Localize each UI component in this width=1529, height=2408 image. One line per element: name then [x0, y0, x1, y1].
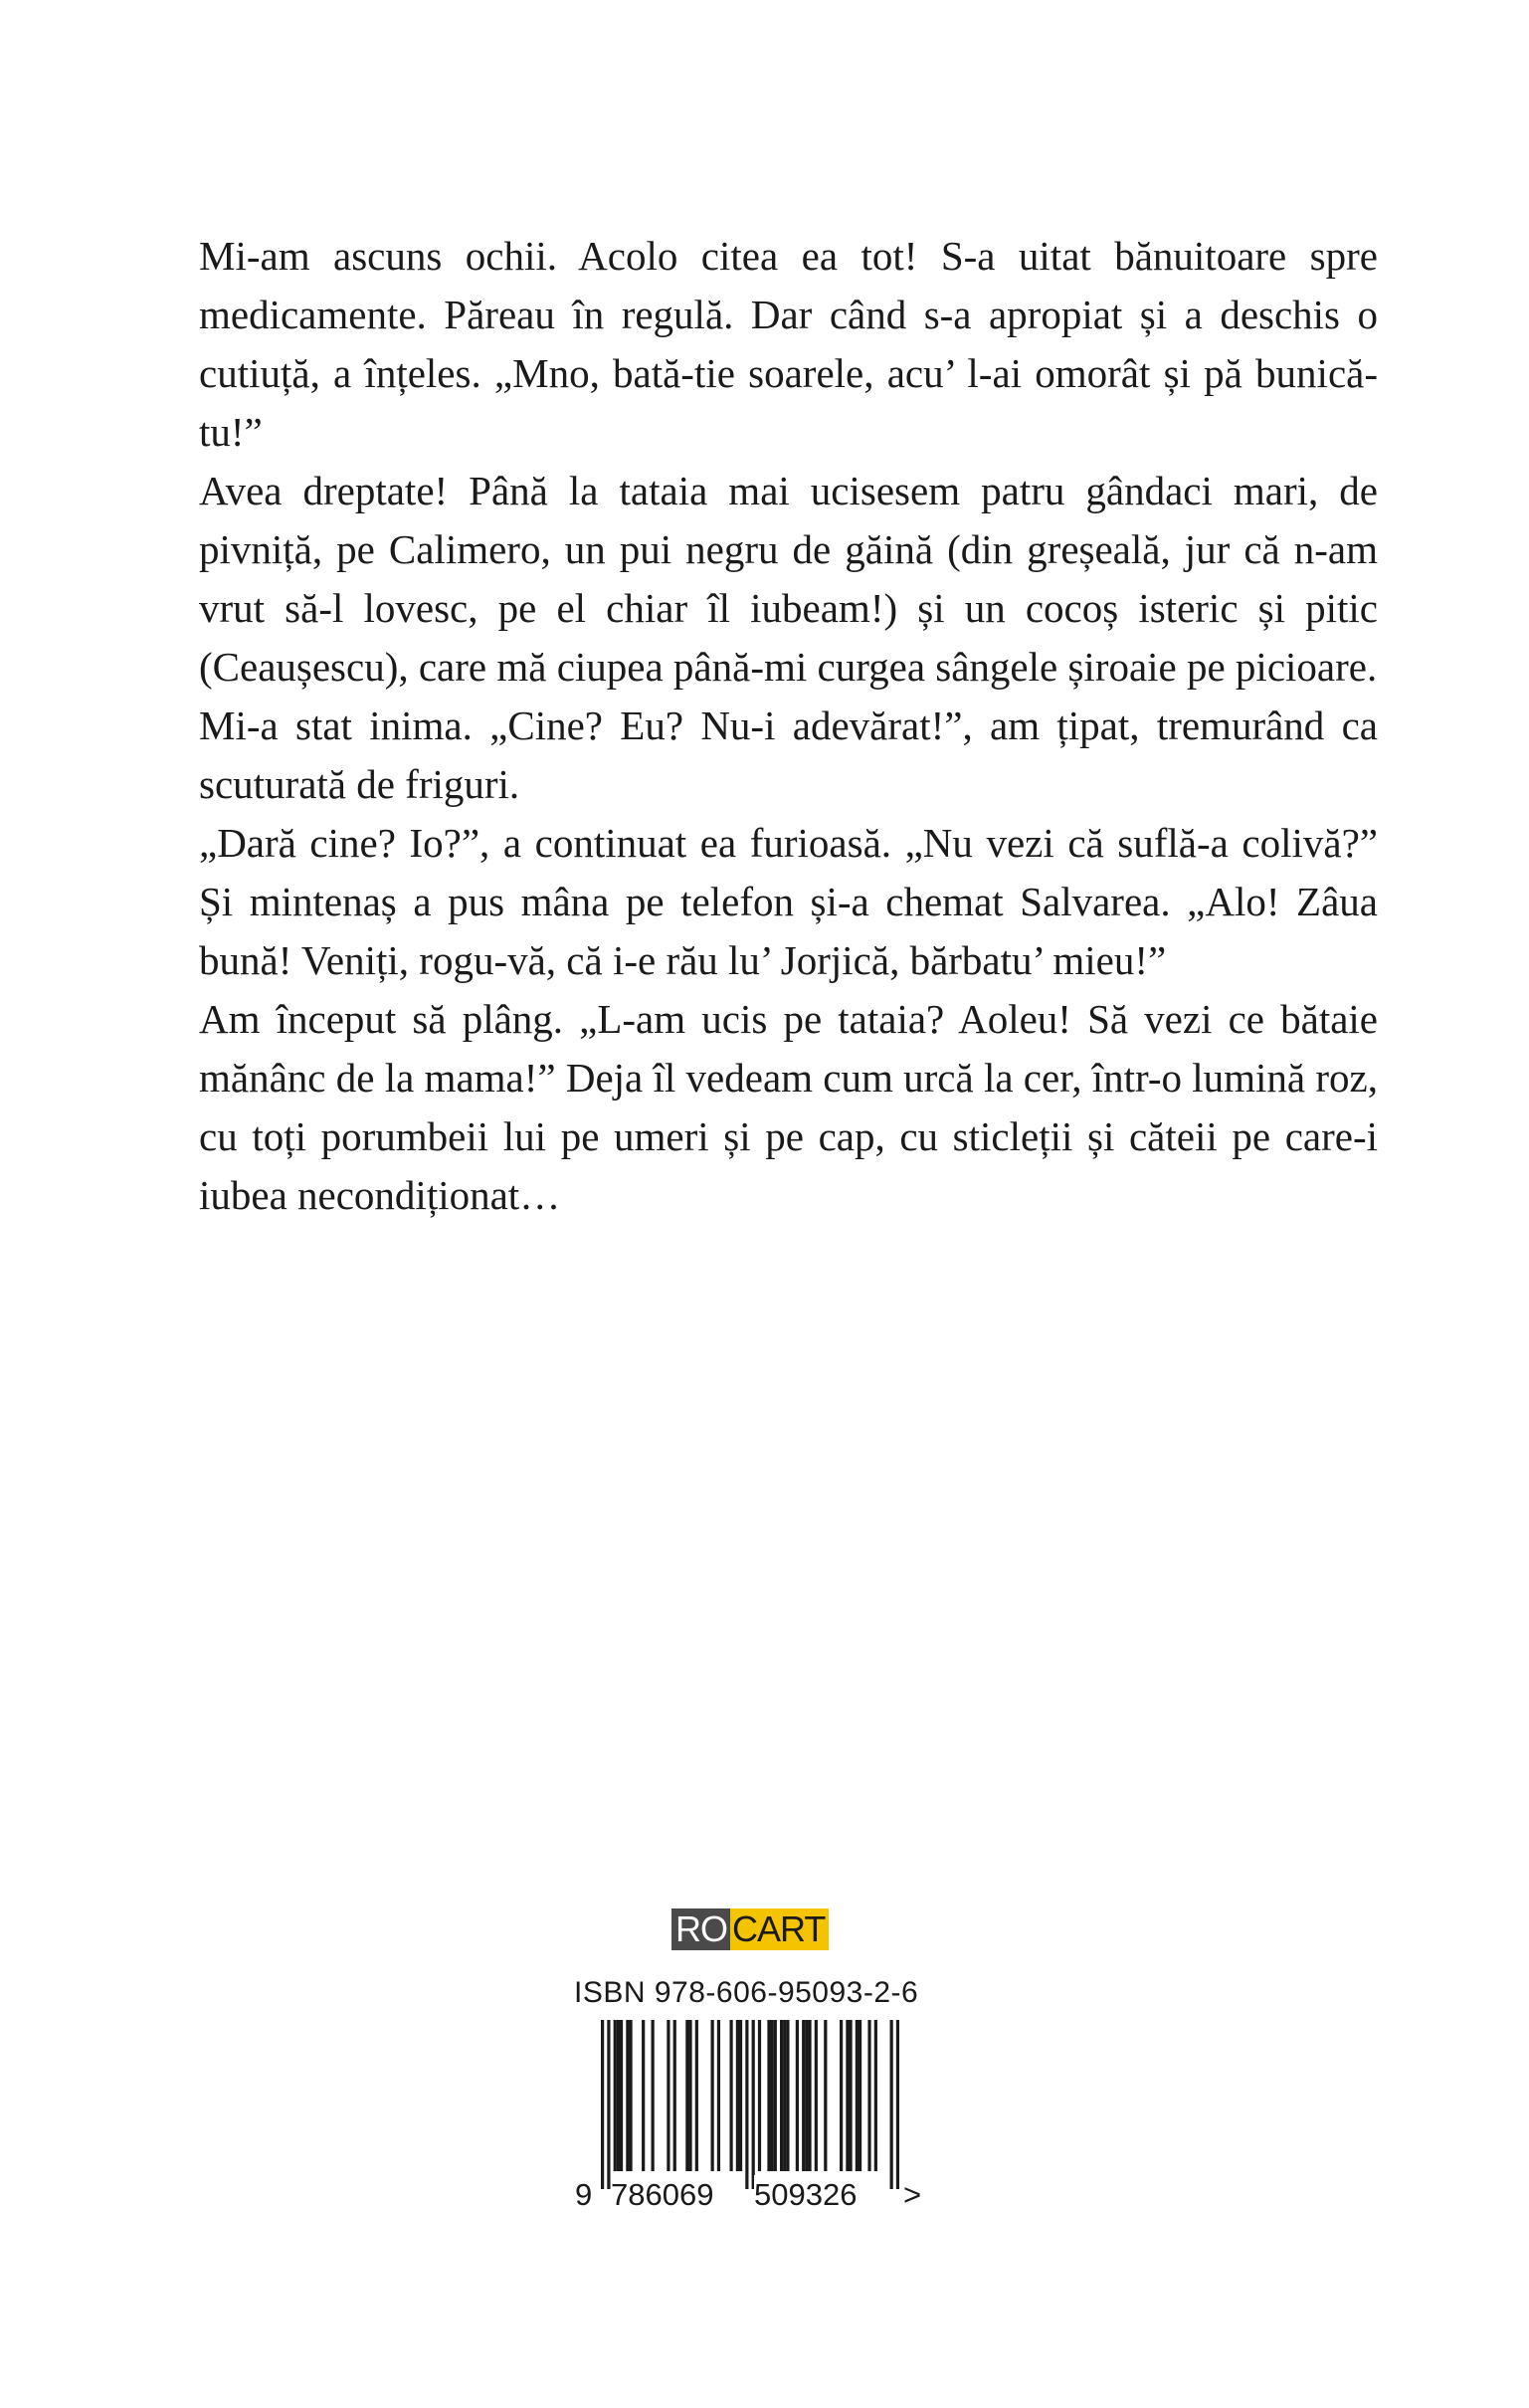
barcode-bar [617, 2020, 620, 2171]
barcode-bar [739, 2020, 742, 2171]
barcode-bar [629, 2020, 632, 2171]
barcode-bar [771, 2020, 774, 2171]
barcode-bar [642, 2020, 645, 2171]
paragraph-5: Am început să plâng. „L-am ucis pe tataia? Aoleu! Să vezi ce bătaie mănânc de la mama!” Deja îl vedeam cum urcă la cer, într-o lumină roz, cu toți porumbeii lui pe umeri și pe cap, cu sticleții și căteii pe care-i iubea necondiționat… [199, 996, 1378, 1218]
barcode-bar [767, 2020, 770, 2171]
barcode-bar [688, 2020, 691, 2171]
barcode-guard-bar [890, 2020, 893, 2189]
paragraph-1: Mi-am ascuns ochii. Acolo citea ea tot! S-a uitat bănuitoare spre medicamente. Păreau în regulă. Dar când s-a apropiat și a deschis o cutiuță, a înțeles. „Mno, bată-tie soarele, acu’ l-ai omorât și pă bunică-tu!” [199, 233, 1378, 455]
barcode-bar [859, 2020, 861, 2171]
barcode-guard-bar [896, 2020, 899, 2189]
barcode-bar [856, 2020, 859, 2171]
barcode-bar [695, 2020, 698, 2171]
barcode-bar [783, 2020, 786, 2171]
barcode-bar [711, 2020, 714, 2171]
barcode-digits-right: 509326 [754, 2175, 857, 2215]
isbn-barcode [601, 2020, 899, 2189]
barcode-digits [575, 2175, 933, 2219]
barcode-bar [802, 2020, 805, 2171]
barcode-guard-bar [607, 2020, 610, 2189]
isbn-label: ISBN 978-606-95093-2-6 [574, 1976, 919, 2009]
barcode-bar [717, 2020, 720, 2171]
barcode-bar [774, 2020, 777, 2171]
barcode-guard-bar [745, 2020, 748, 2189]
publisher-logo-ro: RO [671, 1908, 730, 1950]
barcode-bar [685, 2020, 688, 2171]
barcode-bar [805, 2020, 808, 2171]
barcode-bar [824, 2020, 827, 2171]
barcode-bar [614, 2020, 617, 2171]
barcode-digits-left: 786069 [611, 2175, 713, 2215]
barcode-bar [840, 2020, 843, 2171]
barcode-bar [729, 2020, 732, 2171]
barcode-bar [780, 2020, 783, 2171]
publisher-logo [671, 1908, 829, 1950]
barcode-bar [652, 2020, 655, 2171]
paragraph-2: Avea dreptate! Până la tataia mai ucisesem patru gândaci mari, de pivniță, pe Calimero, un pui negru de găină (din greșeală, jur că n-am vrut să-l lovesc, pe el chiar îl iubeam!) și un cocoș isteric și pitic (Ceaușescu), care mă ciupea până-mi curgea sângele șiroaie pe picioare. [199, 468, 1378, 690]
barcode-bar [849, 2020, 852, 2171]
barcode-bar [786, 2020, 789, 2171]
barcode-bar [736, 2020, 739, 2171]
barcode-bar [667, 2020, 669, 2171]
barcode-bar [620, 2020, 623, 2171]
barcode-bar [867, 2020, 870, 2171]
barcode-quiet-mark: > [903, 2175, 921, 2215]
barcode-bar [673, 2020, 676, 2171]
barcode-bar [815, 2020, 818, 2171]
paragraph-3: Mi-a stat inima. „Cine? Eu? Nu-i adevărat!”, am țipat, tremurând ca scuturată de friguri. [199, 702, 1378, 807]
back-cover-text [199, 227, 1378, 1225]
barcode-bar [626, 2020, 629, 2171]
paragraph-4: „Dară cine? Io?”, a continuat ea furioasă. „Nu vezi că suflă-a colivă?” Și mintenaș a pus mâna pe telefon și-a chemat Salvarea. „Alo! Zâua bună! Veniți, rogu-vă, că i-e rău lu’ Jorjică, bărbatu’ mieu!” [199, 820, 1378, 983]
barcode-bar [796, 2020, 799, 2171]
barcode-guard-bar [752, 2020, 755, 2189]
barcode-guard-bar [601, 2020, 604, 2189]
publisher-logo-cart: CART [730, 1908, 829, 1950]
barcode-bar [846, 2020, 849, 2171]
barcode-digit-first: 9 [575, 2175, 592, 2215]
barcode-bar [808, 2020, 811, 2171]
barcode-bar [874, 2020, 877, 2171]
barcode-bar [758, 2020, 761, 2171]
